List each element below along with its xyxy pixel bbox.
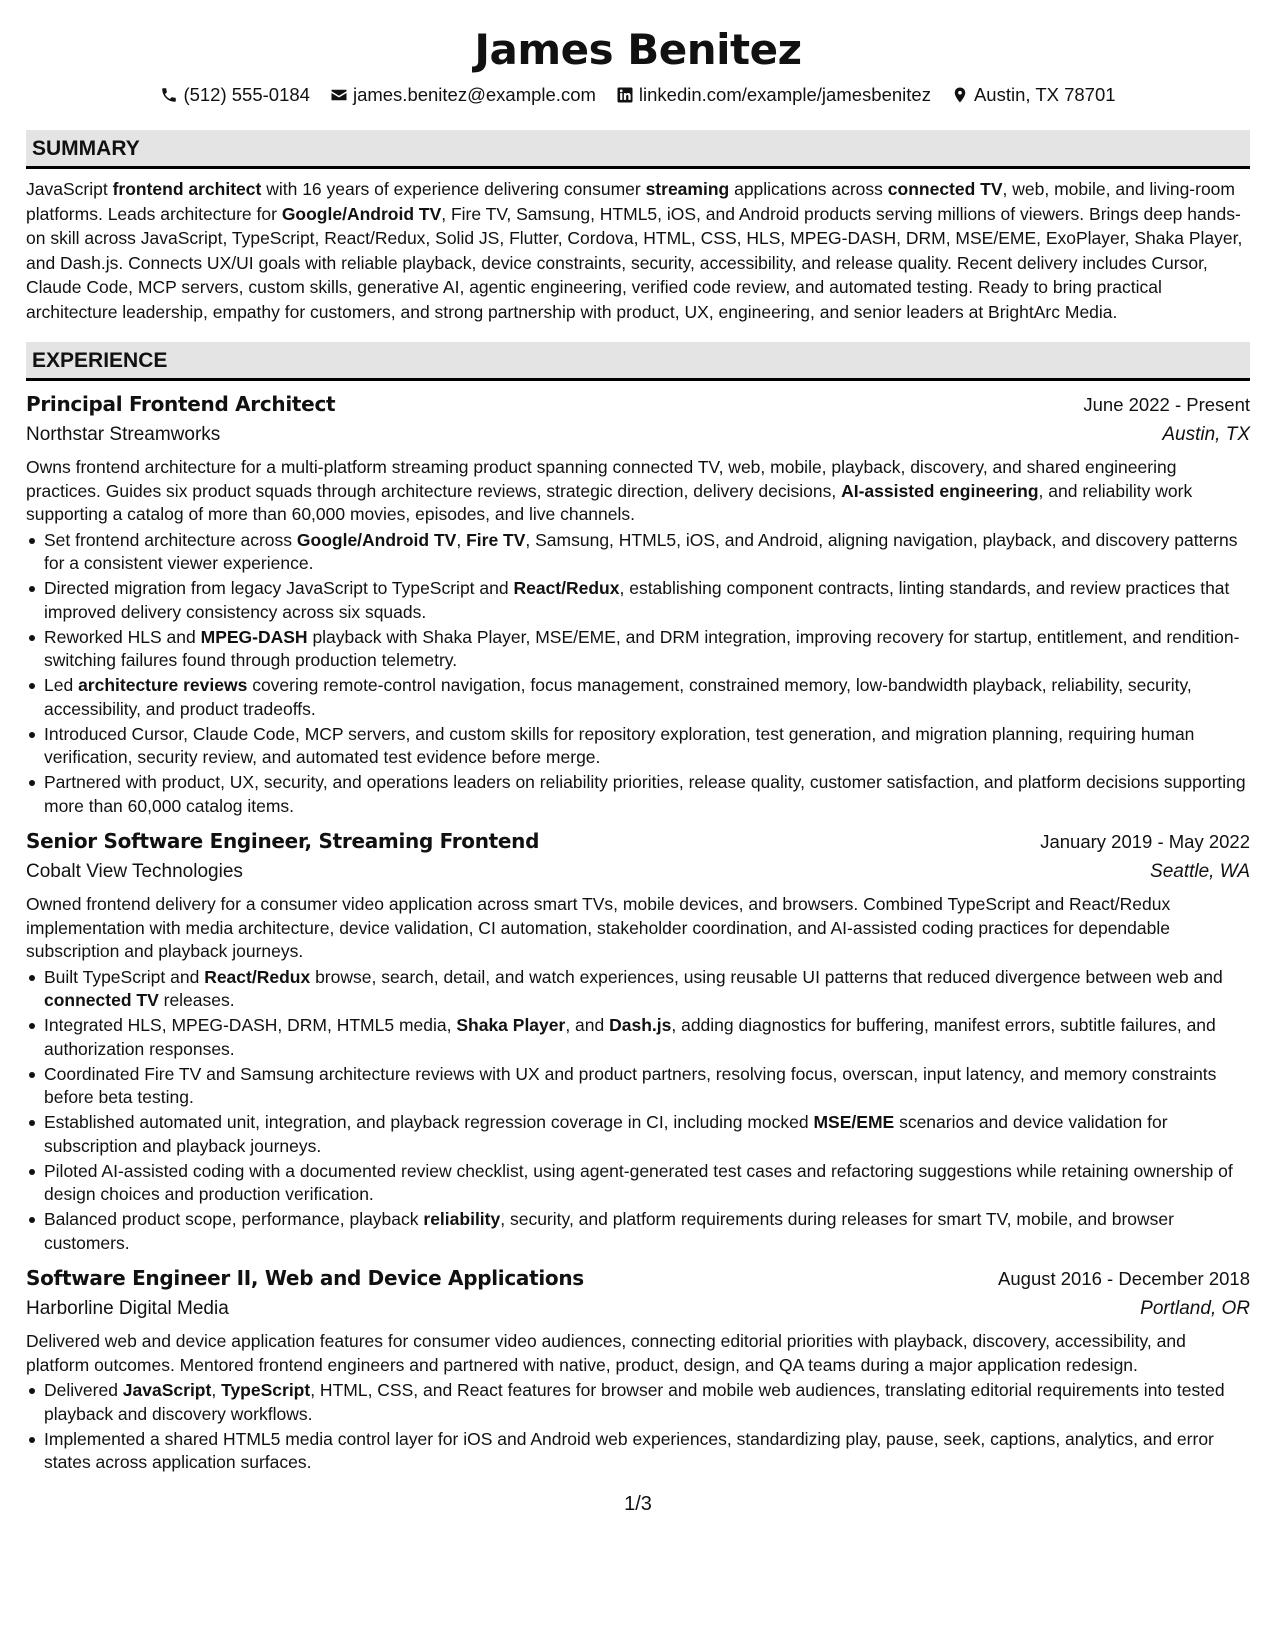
job-entry [26, 826, 1250, 1255]
phone-text: (512) 555-0184 [183, 84, 310, 105]
job-company-row [26, 1294, 1250, 1324]
contact-email[interactable] [330, 82, 596, 108]
bullet-item: Directed migration from legacy JavaScript to TypeScript and React/Redux, establishing component contracts, linting standards, and review practices that improved delivery consistency across six squads. [44, 577, 1250, 624]
map-pin-icon [951, 86, 969, 104]
bullet-item: Partnered with product, UX, security, and operations leaders on reliability priorities, release quality, customer satisfaction, and platform decisions supporting more than 60,000 catalog items. [44, 771, 1250, 818]
experience-list [26, 389, 1250, 1475]
job-company: Harborline Digital Media [26, 1298, 229, 1319]
bullet-item: Delivered JavaScript, TypeScript, HTML, CSS, and React features for browser and mobile web audiences, translating editorial requirements into tested playback and discovery workflows. [44, 1379, 1250, 1426]
resume-page [26, 0, 1250, 1515]
bullet-item: Integrated HLS, MPEG-DASH, DRM, HTML5 media, Shaka Player, and Dash.js, adding diagnostics for buffering, manifest errors, subtitle failures, and authorization responses. [44, 1014, 1250, 1061]
bullet-item: Built TypeScript and React/Redux browse, search, detail, and watch experiences, using reusable UI patterns that reduced divergence between web and connected TV releases. [44, 966, 1250, 1013]
bullet-item: Implemented a shared HTML5 media control layer for iOS and Android web experiences, standardizing play, pause, seek, captions, analytics, and error states across application surfaces. [44, 1428, 1250, 1475]
job-dates: January 2019 - May 2022 [1040, 831, 1250, 852]
page-number: 1/3 [624, 1493, 652, 1515]
job-company: Cobalt View Technologies [26, 861, 243, 882]
job-summary: Delivered web and device application features for consumer video audiences, connecting editorial priorities with playback, discovery, accessibility, and platform outcomes. Mentored frontend engineers and partnered with native, product, design, and QA teams during a major application redesign. [26, 1331, 1186, 1375]
job-title-row [26, 826, 1250, 857]
linkedin-text: linkedin.com/example/jamesbenitez [638, 84, 931, 105]
contact-location [951, 82, 1116, 108]
job-title: Senior Software Engineer, Streaming Frontend [26, 829, 540, 853]
bullet-item: Piloted AI-assisted coding with a documented review checklist, using agent-generated test cases and refactoring suggestions while retaining ownership of design choices and production verification. [44, 1160, 1250, 1207]
job-company-row [26, 857, 1250, 887]
job-dates: August 2016 - December 2018 [998, 1268, 1250, 1289]
location-text: Austin, TX 78701 [973, 84, 1116, 105]
bullet-item: Coordinated Fire TV and Samsung architecture reviews with UX and product partners, resolving focus, overscan, input latency, and memory constraints before beta testing. [44, 1063, 1250, 1110]
job-location: Seattle, WA [1150, 861, 1250, 882]
job-bullets [26, 529, 1250, 819]
envelope-icon [330, 86, 348, 104]
job-title-row [26, 1263, 1250, 1294]
job-company: Northstar Streamworks [26, 424, 221, 445]
bullet-item: Set frontend architecture across Google/Android TV, Fire TV, Samsung, HTML5, iOS, and Android, aligning navigation, playback, and discovery patterns for a consistent viewer experience. [44, 529, 1250, 576]
linkedin-icon [616, 86, 634, 104]
experience-heading: EXPERIENCE [26, 342, 1250, 381]
job-title-row [26, 389, 1250, 420]
bullet-item: Reworked HLS and MPEG-DASH playback with Shaka Player, MSE/EME, and DRM integration, improving recovery for startup, entitlement, and rendition-switching failures found through production telemetry. [44, 626, 1250, 673]
job-location: Austin, TX [1162, 424, 1250, 445]
contact-phone [160, 82, 310, 108]
job-title: Software Engineer II, Web and Device Applications [26, 1266, 584, 1290]
job-bullets [26, 1379, 1250, 1475]
job-summary: Owned frontend delivery for a consumer video application across smart TVs, mobile devices, and browsers. Combined TypeScript and React/Redux implementation with media architecture, device validation, CI automation, stakeholder coordination, and AI-assisted coding practices for dependable subscription and playback journeys. [26, 894, 1171, 961]
bullet-item: Led architecture reviews covering remote-control navigation, focus management, constrained memory, low-bandwidth playback, reliability, security, accessibility, and product tradeoffs. [44, 674, 1250, 721]
job-company-row [26, 420, 1250, 450]
contact-bar [26, 82, 1250, 108]
job-entry [26, 1263, 1250, 1475]
bullet-item: Established automated unit, integration, and playback regression coverage in CI, including mocked MSE/EME scenarios and device validation for subscription and playback journeys. [44, 1111, 1250, 1158]
job-entry [26, 389, 1250, 818]
summary-text: JavaScript frontend architect with 16 years of experience delivering consumer streaming applications across connected TV, web, mobile, and living-room platforms. Leads architecture for Google/Android TV, Fire TV, Samsung, HTML5, iOS, and Android products serving millions of viewers. Brings deep hands-on skill across JavaScript, TypeScript, React/Redux, Solid JS, Flutter, Cordova, HTML, CSS, HLS, MPEG-DASH, DRM, MSE/EME, ExoPlayer, Shaka Player, and Dash.js. Connects UX/UI goals with reliable playback, device constraints, security, accessibility, and release quality. Recent delivery includes Cursor, Claude Code, MCP servers, custom skills, generative AI, agentic engineering, verified code review, and automated testing. Ready to bring practical architecture leadership, empathy for customers, and strong partnership with product, UX, engineering, and senior leaders at BrightArc Media. [26, 179, 1243, 322]
contact-linkedin[interactable] [616, 82, 931, 108]
email-text: james.benitez@example.com [352, 84, 596, 105]
job-bullets [26, 966, 1250, 1256]
candidate-name: James Benitez [474, 25, 802, 74]
phone-icon [160, 86, 178, 104]
bullet-item: Balanced product scope, performance, playback reliability, security, and platform requirements during releases for smart TV, mobile, and browser customers. [44, 1208, 1250, 1255]
job-dates: June 2022 - Present [1083, 394, 1250, 415]
job-summary: Owns frontend architecture for a multi-platform streaming product spanning connected TV, web, mobile, playback, discovery, and shared engineering practices. Guides six product squads through architecture reviews, strategic direction, delivery decisions, AI-assisted engineering, and reliability work supporting a catalog of more than 60,000 movies, episodes, and live channels. [26, 457, 1193, 524]
job-title: Principal Frontend Architect [26, 392, 336, 416]
job-location: Portland, OR [1140, 1298, 1250, 1319]
bullet-item: Introduced Cursor, Claude Code, MCP servers, and custom skills for repository exploration, test generation, and migration planning, requiring human verification, security review, and automated test evidence before merge. [44, 723, 1250, 770]
summary-heading: SUMMARY [26, 130, 1250, 169]
